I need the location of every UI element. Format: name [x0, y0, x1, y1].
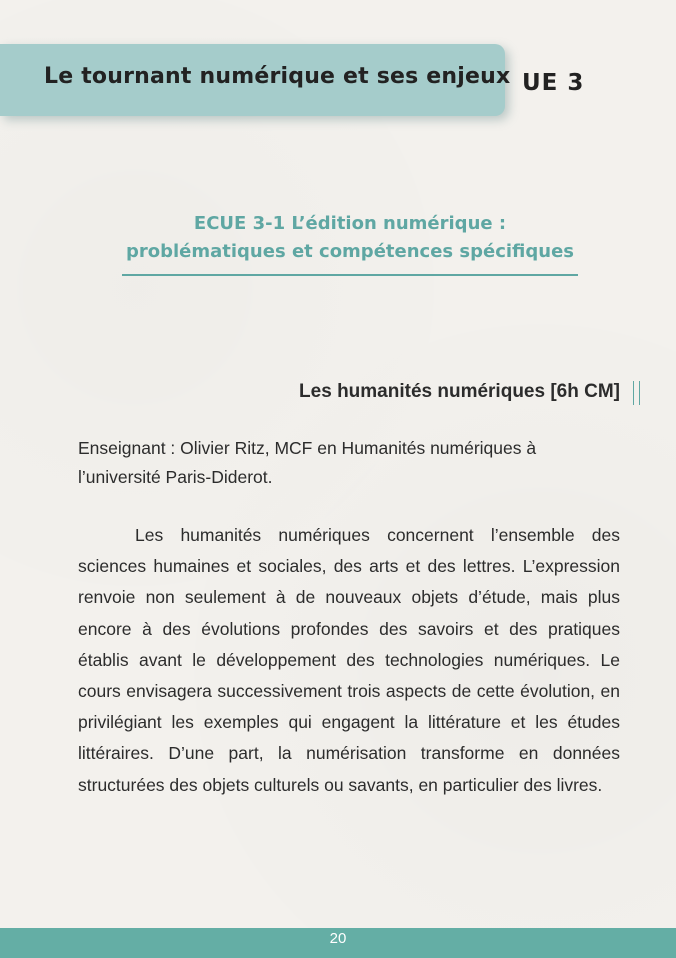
ecue-heading [100, 210, 600, 266]
course-title-marker [633, 381, 640, 405]
course-description: Les humanités numériques concernent l’ensemble des sciences humaines et sociales, des arts et des lettres. L’expression renvoie non seulement à de nouveaux objets d’étude, mais plus encore à des évolutions profondes des savoirs et des pratiques établis avant le développement des technologies numériques. Le cours envisagera successivement trois aspects de cette évolution, en privilégiant les exemples qui engagent la littérature et les études littéraires. D’une part, la numérisation transforme en données structurées des objets culturels ou savants, en particulier des livres. [78, 525, 620, 795]
ecue-heading-line1: ECUE 3-1 L’édition numérique : [193, 213, 507, 234]
teacher-info: Enseignant : Olivier Ritz, MCF en Humanités numériques à l’université Paris-Diderot. [78, 438, 537, 487]
ecue-underline [122, 274, 578, 276]
header-title: Le tournant numérique et ses enjeux [44, 64, 511, 89]
ecue-heading-line2: problématiques et compétences spécifiques [125, 241, 574, 262]
ue-label: UE 3 [522, 70, 585, 96]
course-title: Les humanités numériques [6h CM] [299, 381, 620, 402]
page-number: 20 [329, 930, 347, 947]
